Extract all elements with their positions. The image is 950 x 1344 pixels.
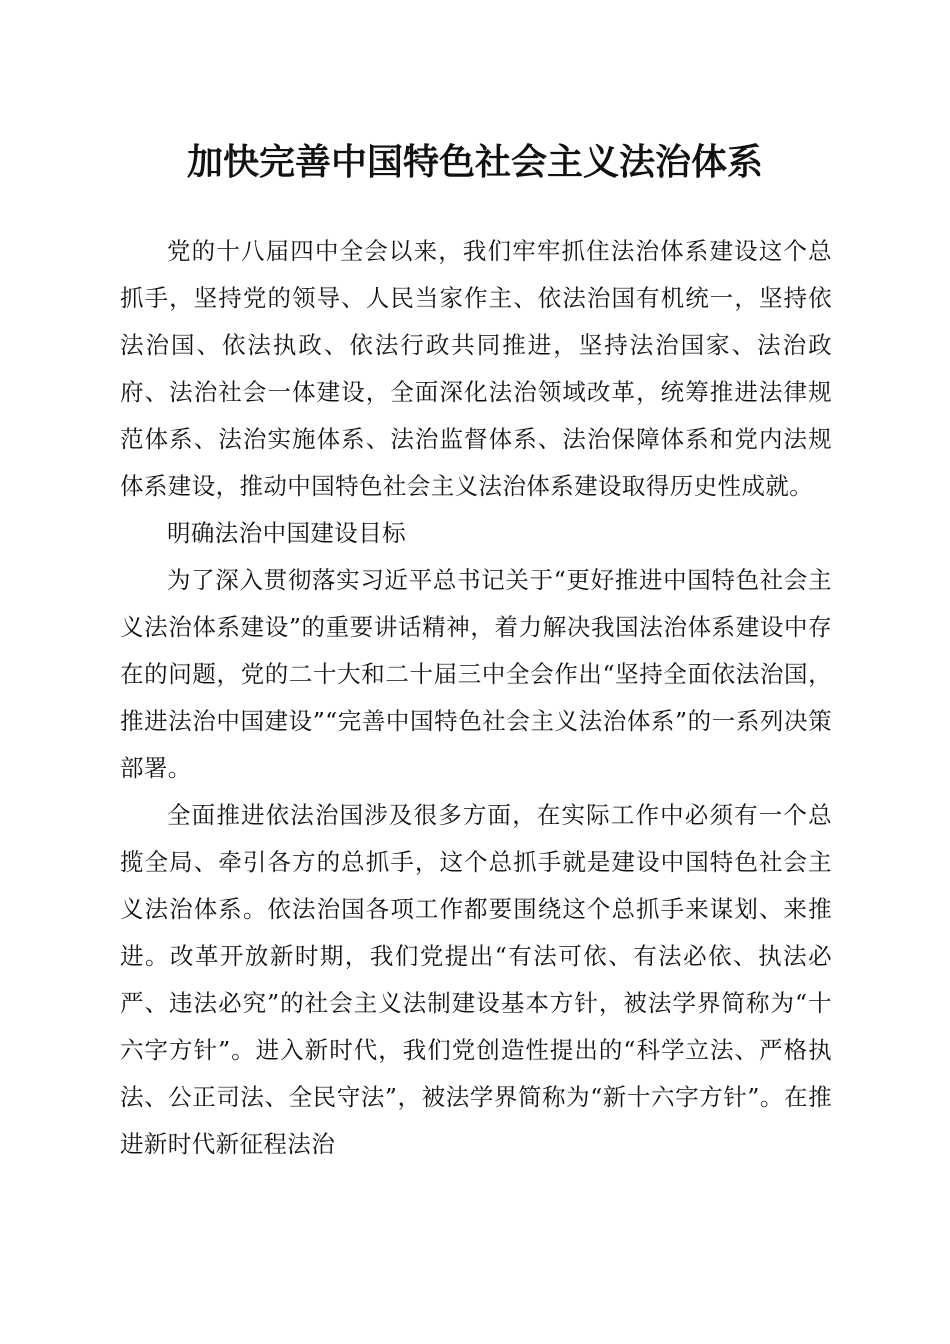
paragraph-intro: 党的十八届四中全会以来，我们牢牢抓住法治体系建设这个总抓手，坚持党的领导、人民当家作主、依法治国有机统一，坚持依法治国、依法执政、依法行政共同推进，坚持法治国家、法治政府、法治社会一体建设，全面深化法治领域改革，统筹推进法律规范体系、法治实施体系、法治监督体系、法治保障体系和党内法规体系建设，推动中国特色社会主义法治体系建设取得历史性成就。: [120, 237, 832, 500]
document-title: 加快完善中国特色社会主义法治体系: [186, 141, 763, 183]
paragraph-general-handle: 全面推进依法治国涉及很多方面，在实际工作中必须有一个总揽全局、牵引各方的总抓手，这个总抓手就是建设中国特色社会主义法治体系。依法治国各项工作都要围绕这个总抓手来谋划、来推进。改革开放新时期，我们党提出“有法可依、有法必依、执法必严、违法必究”的社会主义法制建设基本方针，被法学界简称为“十六字方针”。进入新时代，我们党创造性提出的“科学立法、严格执法、公正司法、全民守法”，被法学界简称为“新十六字方针”。在推进新时代新征程法治: [120, 801, 832, 1158]
document-body: [120, 228, 832, 1168]
paragraph-decisions: 为了深入贯彻落实习近平总书记关于“更好推进中国特色社会主义法治体系建设”的重要讲话精神，着力解决我国法治体系建设中存在的问题，党的二十大和二十届三中全会作出“坚持全面依法治国，推进法治中国建设”“完善中国特色社会主义法治体系”的一系列决策部署。: [120, 566, 832, 782]
section-heading: 明确法治中国建设目标: [167, 519, 406, 547]
